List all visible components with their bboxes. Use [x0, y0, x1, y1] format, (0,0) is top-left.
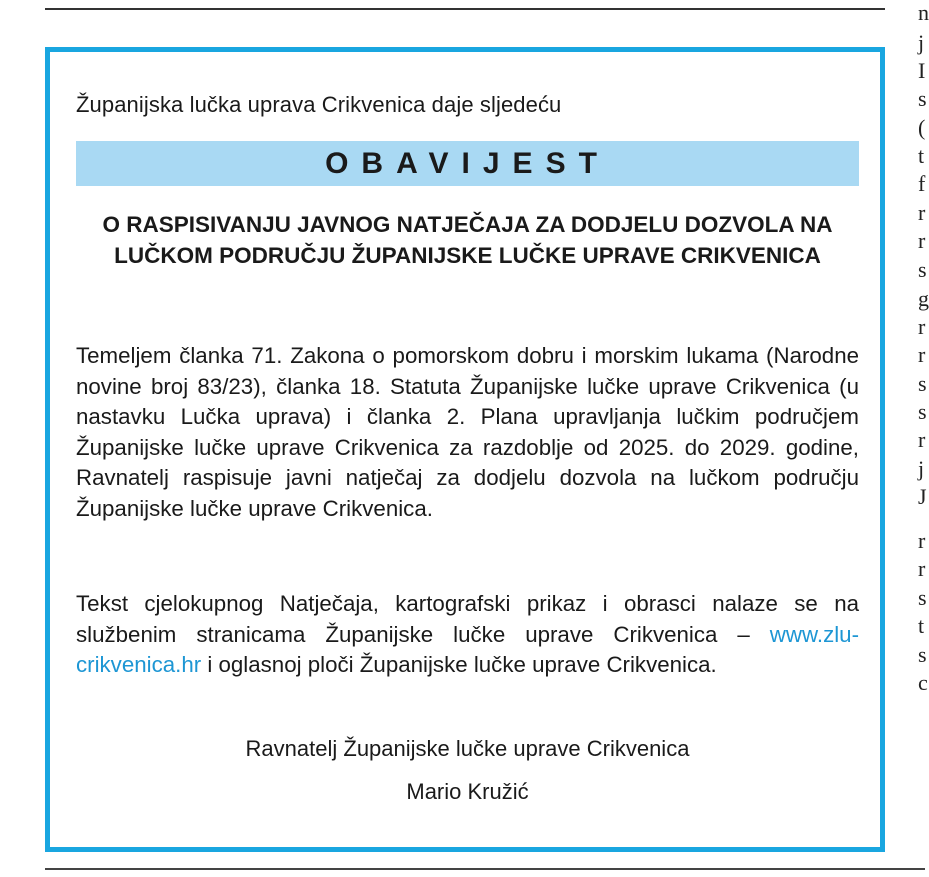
notice-subtitle: O RASPISIVANJU JAVNOG NATJEČAJA ZA DODJELU DOZVOLA NA LUČKOM PODRUČJU ŽUPANIJSKE LUČKE UPRAVE CRIKVENICA: [102, 212, 833, 268]
side-column-letter: j: [918, 30, 925, 55]
side-column-letter: r: [918, 314, 926, 339]
side-column-letter: I: [918, 58, 926, 83]
side-column-letter: r: [918, 228, 926, 253]
side-column-letter: (: [918, 115, 926, 140]
website-link[interactable]: www.zlu-crikvenica.hr: [76, 621, 859, 677]
side-column-letter: s: [918, 371, 927, 396]
bottom-rule: [45, 868, 925, 870]
side-column-letter: s: [918, 642, 927, 667]
side-column-letter: t: [918, 143, 925, 168]
side-column-letter: f: [918, 171, 926, 196]
side-column-letter: n: [918, 0, 929, 25]
side-column-letter: g: [918, 286, 929, 311]
side-column-letter: s: [918, 86, 927, 111]
paragraph-2-text-end: i oglasnoj ploči Županijske lučke uprave Crikvenica.: [201, 652, 717, 677]
side-column-letter: t: [918, 613, 925, 638]
side-column-letter: r: [918, 427, 926, 452]
side-column-letter: r: [918, 342, 926, 367]
side-column-letter: r: [918, 528, 926, 553]
side-column-letter: j: [918, 456, 925, 481]
adjacent-column-fragment: [918, 0, 929, 860]
side-column-letter: r: [918, 556, 926, 581]
side-column-letter: s: [918, 399, 927, 424]
side-column-letter: s: [918, 257, 927, 282]
signature-title: Ravnatelj Županijske lučke uprave Crikvenica: [245, 736, 690, 761]
notice-paragraph-1: Temeljem članka 71. Zakona o pomorskom dobru i morskim lukama (Narodne novine broj 83/23), članka 18. Statuta Županijske lučke uprave Crikvenica (u nastavku Lučka uprava) i članka 2. Plana upravljanja lučkim područjem Županijske lučke uprave Crikvenica za razdoblje od 2025. do 2029. godine, Ravnatelj raspisuje javni natječaj za dodjelu dozvola na lučkom području Županijske lučke uprave Crikvenica.: [76, 343, 859, 521]
top-rule: [45, 8, 885, 10]
side-column-letter: r: [918, 200, 926, 225]
notice-intro: Županijska lučka uprava Crikvenica daje sljedeću: [76, 92, 562, 117]
notice-paragraph-2: [76, 589, 859, 681]
notice-title: OBAVIJEST: [76, 141, 859, 186]
notice-box: [45, 47, 885, 852]
side-column-letter: c: [918, 670, 928, 695]
signature-name: Mario Kružić: [406, 779, 529, 804]
side-column-letter: J: [918, 484, 927, 509]
side-column-letter: s: [918, 585, 927, 610]
paragraph-2-text-start: Tekst cjelokupnog Natječaja, kartografski prikaz i obrasci nalaze se na službenim stranicama Županijske lučke uprave Crikvenica –: [76, 591, 859, 647]
